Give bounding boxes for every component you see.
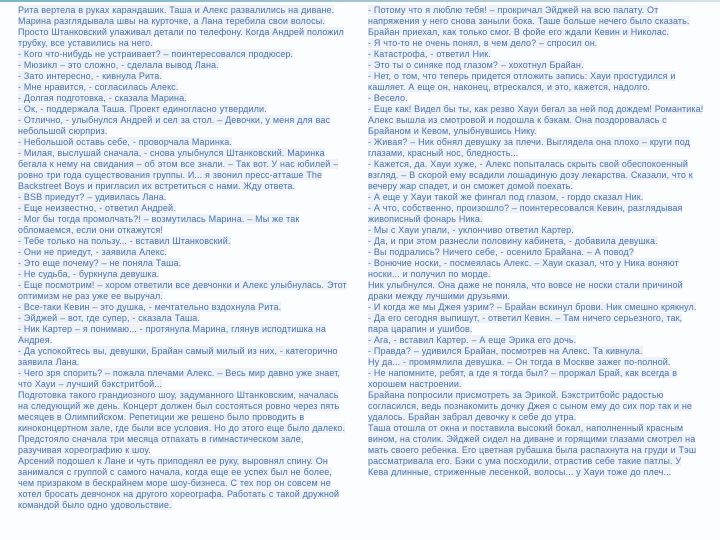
paragraph: - Нет, о том, что теперь придется отложить запись: Хауи простудился и кашляет. А еще он, наконец, втрескался, и это, кажется, надолго. — [368, 71, 676, 92]
paragraph: - Мы с Хауи упали, - уклончиво ответил Картер. — [368, 225, 574, 235]
top-divider — [0, 0, 720, 2]
paragraph: Брайана попросили присмотреть за Эрикой. Бэкстритбойс радостью согласился, ведь познакомить дочку Джея с сыном ему до сих пор так и не удалось. Брайан забрал девочку к себе до утра. — [368, 390, 693, 422]
paragraph: - Правда? – удивился Брайан, посмотрев на Алекс. Та кивнула. — [368, 346, 643, 356]
paragraph: - Еще как! Видел бы ты, как резво Хауи бегал за ней под дождем! Романтика! — [368, 104, 704, 114]
paragraph: - И когда же мы Джея узрим? – Брайан вскинул брови. Ник смешно крякнул. — [368, 302, 697, 312]
paragraph: - Еще неизвестно, - ответил Андрей. — [18, 203, 176, 213]
paragraph: - Тебе только на пользу... - вставил Штанковский. — [18, 236, 231, 246]
paragraph: - Это еще почему? – не поняла Таша. — [18, 258, 182, 268]
paragraph: Таша отошла от окна и поставила высокий бокал, наполненный красным вином, на столик. Эйджей сидел на диване и горящими глазами смотрел на мать своего ребенка. Его цветная рубашка была распахнута на груди и Тэш рассматривала его. Бэки с ума посходили, отрастив себе такие патлы. У Кева длинные, стриженные лесенкой, волосы... у Хауи тоже до плеч... — [368, 423, 697, 477]
paragraph: - Это ты о синяке под глазом? – хохотнул Брайан. — [368, 60, 584, 70]
paragraph: Брайан приехал, как только смог. В фойе его ждали Кевин и Николас. — [368, 27, 670, 37]
paragraph: - Не судьба, - буркнула девушка. — [18, 269, 160, 279]
paragraph: Алекс вышла из смотровой и подошла к бэкам. Она поздоровалась с Брайаном и Кевом, улыбнувшись Нику. — [368, 115, 667, 136]
paragraph: - Кого что-нибудь не устраивает? – поинтересовался продюсер. — [18, 49, 294, 59]
paragraph: - Небольшой оставь себе, - проворчала Маринка. — [18, 137, 232, 147]
paragraph: - Мне нравится, - согласилась Алекс. — [18, 82, 179, 92]
paragraph: - Мог бы тогда промолчать?! – возмутилась Марина. – Мы же так обломаемся, если они откажутся! — [18, 214, 300, 235]
paragraph: - Весело. — [368, 93, 408, 103]
paragraph: - Ок, - поддержала Таша. Проект единогласно утвердили. — [18, 104, 267, 114]
paragraph: - Еще посмотрим! – хором ответили все девчонки и Алекс улыбнулась. Этот оптимизм не раз уже ее выручал. — [18, 280, 347, 301]
paragraph: Подготовка такого грандиозного шоу, задуманного Штанковским, началась на следующий же день. Концерт должен был состояться ровно через пять месяцев в Олимпийском. Репетиции же решено было проводить в киноконцертном зале, где были все условия. Но до этого еще было далеко. Предстояло сначала три месяца отпахать в гимнастическом зале, разучивая хореографию к шоу. — [18, 390, 346, 455]
paragraph: Ну да... - промямлила девушка. – Он тогда в Москве зажег по-полной. — [368, 357, 671, 367]
paragraph: - Ник Картер – я понимаю... - протянула Марина, глянув исподтишка на Андрея. — [18, 324, 326, 345]
paragraph: - А еще у Хауи такой же фингал под глазом, - гордо сказал Ник. — [368, 192, 644, 202]
paragraph: - Не напомните, ребят, а где я тогда был? – проржал Брай, как всегда в хорошем настроении. — [368, 368, 678, 389]
paragraph: - Они не приедут, - заявила Алекс. — [18, 247, 168, 257]
paragraph: - Вы подрались? Ничего себе, - осенило Брайана. – А повод? — [368, 247, 634, 257]
paragraph: - Милая, выслушай сначала, - снова улыбнулся Штанковский. Маринка бегала к нему на свидания – об этом все знали. – Так вот. У нас юбилей – ровно три года существования группы. И... я звонил пресс-атташе The Backstreet Boys и пригласил их встретиться с нами. Жду ответа. — [18, 148, 339, 191]
paragraph: Рита вертела в руках карандашик. Таша и Алекс развалились на диване. Марина разглядывала швы на курточке, а Лана теребила свои волосы. Просто Штанковский улаживал детали по телефону. Когда Андрей положил трубку, все уставились на него. — [18, 5, 344, 48]
paragraph: - Отлично, - улыбнулся Андрей и сел за стол. – Девочки, у меня для вас небольшой сюрприз. — [18, 115, 331, 136]
paragraph: - Я что-то не очень понял, в чем дело? – спросил он. — [368, 38, 598, 48]
paragraph: - Живая? – Ник обнял девушку за плечи. Выглядела она плохо – круги под глазами, красный нос, бледность... — [368, 137, 691, 158]
paragraph: - Ага, - вставил Картер. – А еще Эрика его дочь. — [368, 335, 577, 345]
paragraph: - Зато интересно, - кивнула Рита. — [18, 71, 162, 81]
paragraph: - Чего зря спорить? – пожала плечами Алекс. – Весь мир давно уже знает, что Хауи – лучший бэкстритбой... — [18, 368, 341, 389]
paragraph: - Эйджей – вот, где супер, - сказала Таша. — [18, 313, 200, 323]
paragraph: - Да успокойтесь вы, девушки, Брайан самый милый из них, - категорично заявила Лана. — [18, 346, 338, 367]
text-column-left — [18, 5, 348, 511]
paragraph: - Да, и при этом разнесли половину кабинета, - добавила девушка. — [368, 236, 658, 246]
paragraph: - Потому что я люблю тебя! – прокричал Эйджей на всю палату. От напряжения у него снова заныли бока. Таше больше нечего было сказать. — [368, 5, 690, 26]
text-column-right — [368, 5, 704, 478]
paragraph: - Кажется, да. Хауи хуже, - Алекс попыталась скрыть свой обеспокоенный взгляд. – В скорой ему всадили лошадиную дозу лекарства. Сказали, что к вечеру жар спадет, и он сможет домой поехать. — [368, 159, 693, 191]
paragraph: Арсений подошел к Лане и чуть приподнял ее руку, выровнял спину. Он занимался с группой с самого начала, когда еще ее успех был не более, чем призраком в бескрайнем море шоу-бизнеса. С тех пор он совсем не хотел бросать девчонок на другого хореографа. Работать с такой дружной командой было одно удовольствие. — [18, 456, 340, 510]
paragraph: - Мюзикл – это сложно, - сделала вывод Лана. — [18, 60, 219, 70]
paragraph: - BSB приедут? – удивилась Лана. — [18, 192, 167, 202]
paragraph: - Все-таки Кевин – это душка, - мечтательно вздохнула Рита. — [18, 302, 282, 312]
paragraph: Ник улыбнулся. Она даже не поняла, что вовсе не носки стали причиной драки между лучшими друзьями. — [368, 280, 683, 301]
paragraph: - Катастрофа, - ответил Ник. — [368, 49, 491, 59]
paragraph: - Вонючие носки, - посмеялась Алекс. – Хауи сказал, что у Ника воняют носки... и получил по морде. — [368, 258, 679, 279]
paragraph: - Долгая подготовка, - сказала Марина. — [18, 93, 187, 103]
paragraph: - Да его сегодня выпишут, - ответил Кевин. – Там ничего серьезного, так, пара царапин и ушибов. — [368, 313, 683, 334]
paragraph: - А что, собственно, произошло? – поинтересовался Кевин, разглядывая живописный фонарь Ника. — [368, 203, 683, 224]
